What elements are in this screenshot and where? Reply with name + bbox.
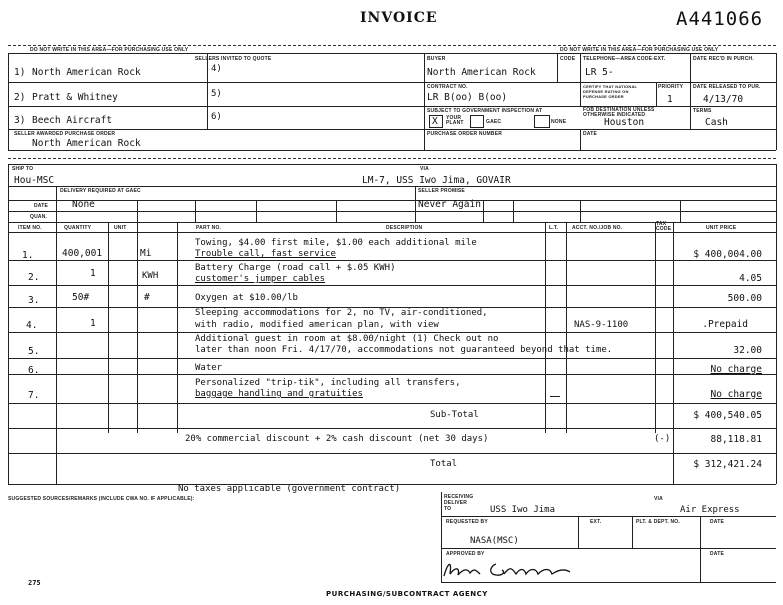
item-6-no: 6.: [28, 365, 40, 376]
approver-signature: [440, 556, 600, 582]
requested-value: NASA(MSC): [470, 536, 519, 546]
seller-1-num: 1): [14, 67, 26, 78]
seller-awarded-value: North American Rock: [32, 138, 141, 149]
seller-promise-label: SELLER PROMISE: [418, 188, 465, 194]
col-tax-header: TAX CODE: [656, 221, 672, 232]
col-lt-header: L.T.: [549, 225, 559, 231]
terms-value: Cash: [705, 117, 728, 128]
bottom-caption: PURCHASING/SUBCONTRACT AGENCY: [326, 590, 488, 598]
purchase-order-number-label: PURCHASE ORDER NUMBER: [427, 131, 503, 137]
sellers-invited-label: SELLERS INVITED TO QUOTE: [195, 56, 272, 62]
footer-via-label: VIA: [654, 496, 663, 502]
item-5-price: 32.00: [733, 345, 762, 356]
delivery-quan-label: QUAN.: [30, 214, 48, 220]
col-price-header: UNIT PRICE: [706, 225, 737, 231]
delivery-value: None: [72, 199, 95, 210]
plt-dept-label: PLT. & DEPT. NO.: [636, 519, 680, 525]
telephone-label: TELEPHONE—AREA CODE-EXT.: [583, 56, 666, 62]
seller-3-num: 3): [14, 115, 26, 126]
discount-sign: (-): [654, 434, 671, 444]
none-checkbox[interactable]: [534, 115, 550, 128]
item-1-no: 1.: [22, 250, 34, 261]
do-not-write-right: DO NOT WRITE IN THIS AREA—FOR PURCHASING USE ONLY: [560, 47, 719, 53]
receiving-value: USS Iwo Jima: [490, 505, 556, 515]
item-4-price: .Prepaid: [702, 319, 748, 330]
item-5-no: 5.: [28, 346, 40, 357]
discount-label: 20% commercial discount + 2% cash discount (net 30 days): [185, 434, 489, 444]
item-4-qty: 1: [90, 318, 96, 329]
item-7-desc-1: Personalized "trip-tik", including all transfers,: [195, 378, 461, 388]
item-7-desc-2: baggage handling and gratuities: [195, 389, 363, 399]
item-2-qty: 1: [90, 268, 96, 279]
item-2-desc-2: customer's jumper cables: [195, 274, 326, 284]
item-3-unit: #: [144, 292, 150, 303]
priority-value: 1: [667, 94, 673, 105]
ship-to-value: Hou-MSC: [14, 175, 55, 186]
col-item-header: ITEM NO.: [18, 225, 42, 231]
item-6-price: No charge: [710, 364, 762, 375]
total-label: Total: [430, 459, 458, 469]
item-3-price: 500.00: [727, 293, 762, 304]
your-plant-checkbox[interactable]: [429, 115, 443, 128]
receiving-label: RECEIVING DELIVER TO: [444, 494, 474, 512]
subject-to-gov-label: SUBJECT TO GOVERNMENT INSPECTION AT: [427, 108, 543, 114]
date-released-label: DATE RELEASED TO PUR.: [693, 84, 761, 90]
seller-2-num: 2): [14, 92, 26, 103]
buyer-value: North American Rock: [427, 67, 536, 78]
item-3-no: 3.: [28, 295, 40, 306]
seller-1-name: North American Rock: [32, 67, 141, 78]
suggested-sources-label: SUGGESTED SOURCES/REMARKS (INCLUDE CWA NO. IF APPLICABLE):: [8, 496, 195, 502]
subtotal-label: Sub-Total: [430, 410, 479, 420]
requested-by-label: REQUESTED BY: [446, 519, 488, 525]
item-4-acct: NAS-9-1100: [574, 320, 629, 330]
item-7-no: 7.: [28, 390, 40, 401]
invoice-number: A441066: [676, 8, 764, 30]
item-2-no: 2.: [28, 272, 40, 283]
col-quantity-header: QUANTITY: [64, 225, 92, 231]
delivery-date-label: DATE: [34, 203, 49, 209]
do-not-write-left: DO NOT WRITE IN THIS AREA—FOR PURCHASING USE ONLY: [30, 47, 189, 53]
item-1-unit: Mi: [140, 248, 152, 259]
item-5-desc-1: Additional guest in room at $8.00/night (1) Check out no: [195, 334, 499, 344]
item-5-desc-2: later than noon Fri. 4/17/70, accommodations not guaranteed beyond that time.: [195, 345, 613, 355]
fob-value: Houston: [604, 117, 645, 128]
seller-awarded-label: SELLER AWARDED PURCHASE ORDER: [14, 131, 116, 137]
item-3-desc-1: Oxygen at $10.00/lb: [195, 293, 298, 303]
buyer-label: BUYER: [427, 56, 446, 62]
item-4-desc-1: Sleeping accommodations for 2, no TV, air-conditioned,: [195, 308, 488, 318]
your-plant-label: YOUR PLANT: [446, 115, 464, 126]
certify-label: CERTIFY THAT NATIONAL DEFENSE RATING ON PURCHASE ORDER: [583, 84, 638, 99]
contract-no-label: CONTRACT NO.: [427, 84, 468, 90]
total-value: $ 312,421.24: [693, 459, 762, 470]
terms-label: TERMS: [693, 108, 712, 114]
gaec-label: GAEC: [486, 119, 502, 125]
seller-4-num: 4): [211, 64, 222, 74]
telephone-value: LR 5-: [585, 67, 614, 78]
seller-3-name: Beech Aircraft: [32, 115, 113, 126]
item-2-unit: KWH: [142, 271, 159, 281]
delivery-required-label: DELIVERY REQUIRED AT GAEC: [60, 188, 141, 194]
tax-note: No taxes applicable (government contract): [178, 484, 401, 494]
none-label: NONE: [551, 119, 567, 125]
item-2-desc-1: Battery Charge (road call + $.05 KWH): [195, 263, 396, 273]
seller-2-name: Pratt & Whitney: [32, 92, 118, 103]
your-plant-check-mark: X: [432, 116, 438, 127]
ship-via-label: VIA: [420, 166, 429, 172]
item-1-desc-2: Trouble call, fast service: [195, 249, 336, 259]
ship-to-label: SHIP TO: [12, 166, 34, 172]
item-4-desc-2: with radio, modified american plan, with view: [195, 320, 439, 330]
item-4-no: 4.: [26, 320, 38, 331]
form-number: 275: [28, 579, 41, 587]
date-recd-label: DATE REC'D IN PURCH.: [693, 56, 754, 62]
fob-label: FOB DESTINATION UNLESS OTHERWISE INDICATED: [583, 107, 655, 118]
col-unit-header: UNIT: [114, 225, 127, 231]
ship-via-value: LM-7, USS Iwo Jima, GOVAIR: [362, 175, 511, 186]
col-acct-header: ACCT. NO./JOB NO.: [572, 225, 623, 231]
col-part-header: PART NO.: [196, 225, 222, 231]
gaec-checkbox[interactable]: [470, 115, 484, 128]
item-7-price: No charge: [710, 389, 762, 400]
approved-date-label: DATE: [710, 551, 725, 557]
subtotal-value: $ 400,540.05: [693, 410, 762, 421]
col-description-header: DESCRIPTION: [386, 225, 423, 231]
item-2-price: 4.05: [739, 273, 762, 284]
footer-via-value: Air Express: [680, 505, 740, 515]
item-1-qty: 400,001: [62, 248, 103, 259]
item-6-desc-1: Water: [195, 363, 223, 373]
seller-6-num: 6): [211, 112, 222, 122]
seller-promise-value: Never Again: [418, 199, 481, 210]
seller-5-num: 5): [211, 89, 222, 99]
code-label: CODE: [560, 56, 576, 62]
item-1-price: $ 400,004.00: [693, 249, 762, 260]
ext-label: EXT.: [590, 519, 602, 525]
approved-by-label: APPROVED BY: [446, 551, 485, 557]
item-3-qty: 50#: [72, 292, 90, 303]
requested-date-label: DATE: [710, 519, 725, 525]
po-date-label: DATE: [583, 131, 598, 137]
contract-no-value: LR B(oo) B(oo): [427, 92, 508, 103]
priority-label: PRIORITY: [658, 84, 684, 90]
date-released-value: 4/13/70: [703, 94, 744, 105]
item-1-desc-1: Towing, $4.00 first mile, $1.00 each additional mile: [195, 238, 477, 248]
discount-value: 88,118.81: [710, 434, 762, 445]
page-title: INVOICE: [360, 10, 438, 26]
